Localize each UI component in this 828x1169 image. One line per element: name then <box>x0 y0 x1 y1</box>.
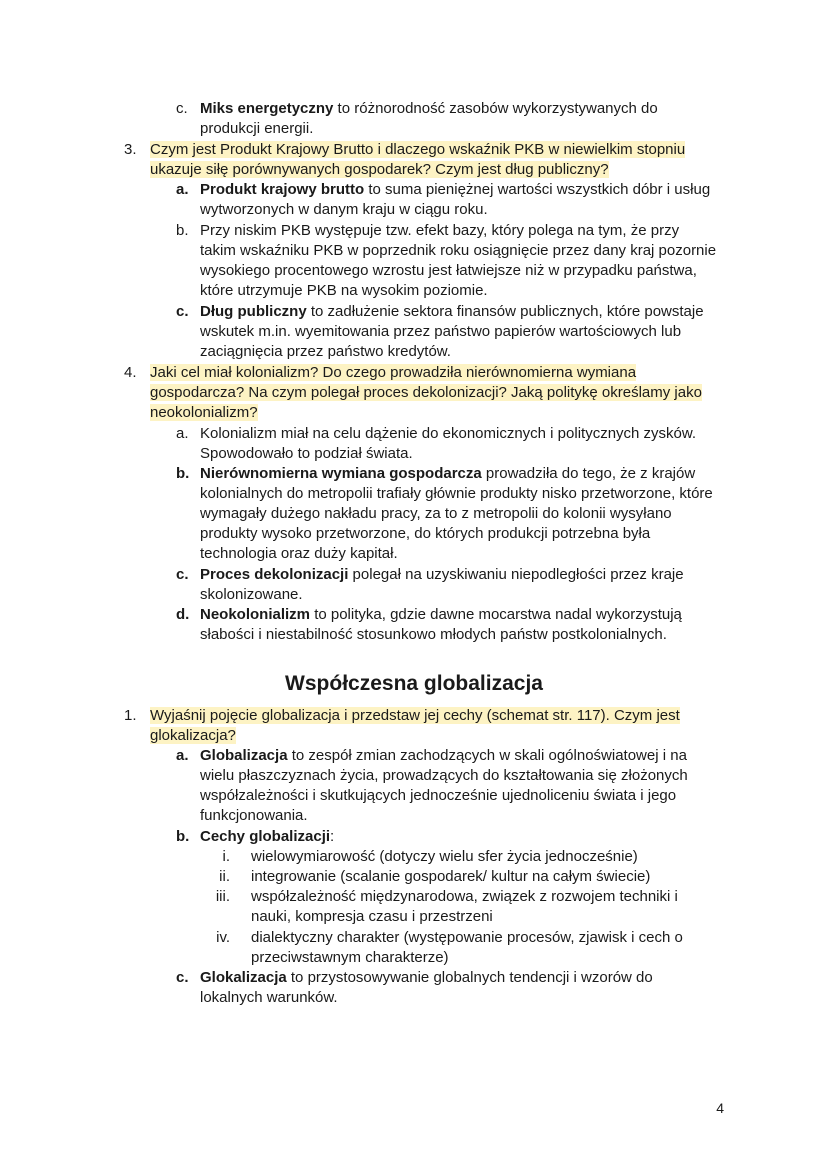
feature-item: współzależność międzynarodowa, związek z rozwojem techniki i <box>251 888 678 905</box>
text-line: technologia oraz duży kapitał. <box>200 545 398 562</box>
question-1-line: glokalizacja? <box>150 727 236 744</box>
roman-label: ii. <box>219 868 230 885</box>
list-label: d. <box>176 606 190 623</box>
question-1-line: Wyjaśnij pojęcie globalizacja i przedstaw jej cechy (schemat str. 117). Czym jest <box>150 707 680 724</box>
item-dlug-publiczny <box>200 302 704 322</box>
question-3-line: ukazuje siłę porównywanych gospodarek? Czym jest dług publiczny? <box>150 161 609 178</box>
question-3-line: Czym jest Produkt Krajowy Brutto i dlaczego wskaźnik PKB w niewielkim stopniu <box>150 141 686 158</box>
term: Glokalizacja <box>200 969 287 986</box>
roman-label: iii. <box>215 888 230 905</box>
list-label: a. <box>176 747 189 764</box>
term: Proces dekolonizacji <box>200 566 349 583</box>
text-line: wymagały dużego nakładu pracy, za to z metropolii do kolonii wysyłano <box>200 505 672 522</box>
feature-item-cont: przeciwstawnym charakterze) <box>251 949 449 966</box>
text-line: współzależności i skutkujących jednocześnie ujednoliceniu świata i jego <box>200 787 677 804</box>
item-cechy-globalizacji <box>200 827 334 847</box>
item-neokolonializm <box>200 605 682 625</box>
list-label: b. <box>176 222 189 239</box>
definition-text: prowadziła do tego, że z krajów <box>481 465 696 482</box>
text-line: takim wskaźniku PKB w poprzednik roku osiągnięcie przez dany kraj pozornie <box>200 242 717 259</box>
text-line: zaciągnięcia przez państwo kredytów. <box>200 343 451 360</box>
definition-text: to polityka, gdzie dawne mocarstwa nadal wykorzystują <box>310 606 682 623</box>
term: Produkt krajowy brutto <box>200 181 365 198</box>
question-4-line: neokolonializm? <box>150 404 258 421</box>
question-number: 1. <box>124 707 137 724</box>
question-4-line: gospodarcza? Na czym polegał proces dekolonizacji? Jaką politykę określamy jako <box>150 384 702 401</box>
item-miks-energetyczny <box>200 99 658 119</box>
text-line: Przy niskim PKB występuje tzw. efekt bazy, który polega na tym, że przy <box>200 222 680 239</box>
feature-item: dialektyczny charakter (występowanie procesów, zjawisk i cech o <box>251 929 683 946</box>
term: Globalizacja <box>200 747 288 764</box>
text-line: słabości i niestabilność stosunkowo młodych państw postkolonialnych. <box>200 626 667 643</box>
text-line: które utrzymuje PKB na wysokim poziomie. <box>200 282 488 299</box>
section-heading: Współczesna globalizacja <box>285 672 543 695</box>
item-pkb <box>200 180 710 200</box>
text-line: wytworzonych w danym kraju w ciągu roku. <box>200 201 488 218</box>
list-label: a. <box>176 425 189 442</box>
feature-item: integrowanie (scalanie gospodarek/ kultur na całym świecie) <box>251 868 651 885</box>
list-label: c. <box>176 566 189 583</box>
question-number: 4. <box>124 364 137 381</box>
text-line: wysokiego procentowego wzrostu jest łatwiejsze niż w przypadku państwa, <box>200 262 697 279</box>
text-line: produkcji energii. <box>200 120 314 137</box>
list-label: c. <box>176 303 189 320</box>
item-proces-dekolonizacji <box>200 565 684 585</box>
list-label: b. <box>176 828 190 845</box>
term: Dług publiczny <box>200 303 307 320</box>
text-line: funkcjonowania. <box>200 807 308 824</box>
list-label: c. <box>176 100 188 117</box>
question-number: 3. <box>124 141 137 158</box>
roman-label: i. <box>222 848 230 865</box>
list-label: b. <box>176 465 190 482</box>
item-nierownomierna-wymiana <box>200 464 695 484</box>
item-glokalizacja <box>200 968 653 988</box>
feature-item: wielowymiarowość (dotyczy wielu sfer życia jednocześnie) <box>251 848 638 865</box>
term: Cechy globalizacji <box>200 828 331 845</box>
question-4-line: Jaki cel miał kolonializm? Do czego prowadziła nierównomierna wymiana <box>150 364 637 381</box>
term: Neokolonializm <box>200 606 311 623</box>
text-line: kolonialnych do metropolii trafiały głównie produkty nisko przetworzone, które <box>200 485 713 502</box>
definition-text: to różnorodność zasobów wykorzystywanych do <box>333 100 658 117</box>
text-line: wskutek m.in. wyemitowania przez państwo papierów wartościowych lub <box>200 323 682 340</box>
list-label: a. <box>176 181 189 198</box>
text-line: Spowodowało to podział świata. <box>200 445 413 462</box>
feature-item-cont: nauki, kompresja czasu i przestrzeni <box>251 908 493 925</box>
text-line: skolonizowane. <box>200 586 303 603</box>
definition-text: to zadłużenie sektora finansów publicznych, które powstaje <box>306 303 704 320</box>
list-label: c. <box>176 969 189 986</box>
roman-label: iv. <box>216 929 230 946</box>
colon: : <box>330 828 335 845</box>
text-line: wielu płaszczyznach życia, prowadzących do kształtowania się złożonych <box>200 767 688 784</box>
definition-text: polegał na uzyskiwaniu niepodległości przez kraje <box>348 566 684 583</box>
term: Miks energetyczny <box>200 100 334 117</box>
text-line: lokalnych warunków. <box>200 989 338 1006</box>
page-number: 4 <box>716 1100 724 1116</box>
definition-text: to przystosowywanie globalnych tendencji i wzorów do <box>286 969 653 986</box>
term: Nierównomierna wymiana gospodarcza <box>200 465 482 482</box>
definition-text: to suma pieniężnej wartości wszystkich dóbr i usług <box>364 181 711 198</box>
item-globalizacja <box>200 746 687 766</box>
definition-text: to zespół zmian zachodzących w skali ogólnoświatowej i na <box>287 747 687 764</box>
text-line: produkty wysoko przetworzone, do których produkcji potrzebna była <box>200 525 651 542</box>
text-line: Kolonializm miał na celu dążenie do ekonomicznych i politycznych zysków. <box>200 425 697 442</box>
